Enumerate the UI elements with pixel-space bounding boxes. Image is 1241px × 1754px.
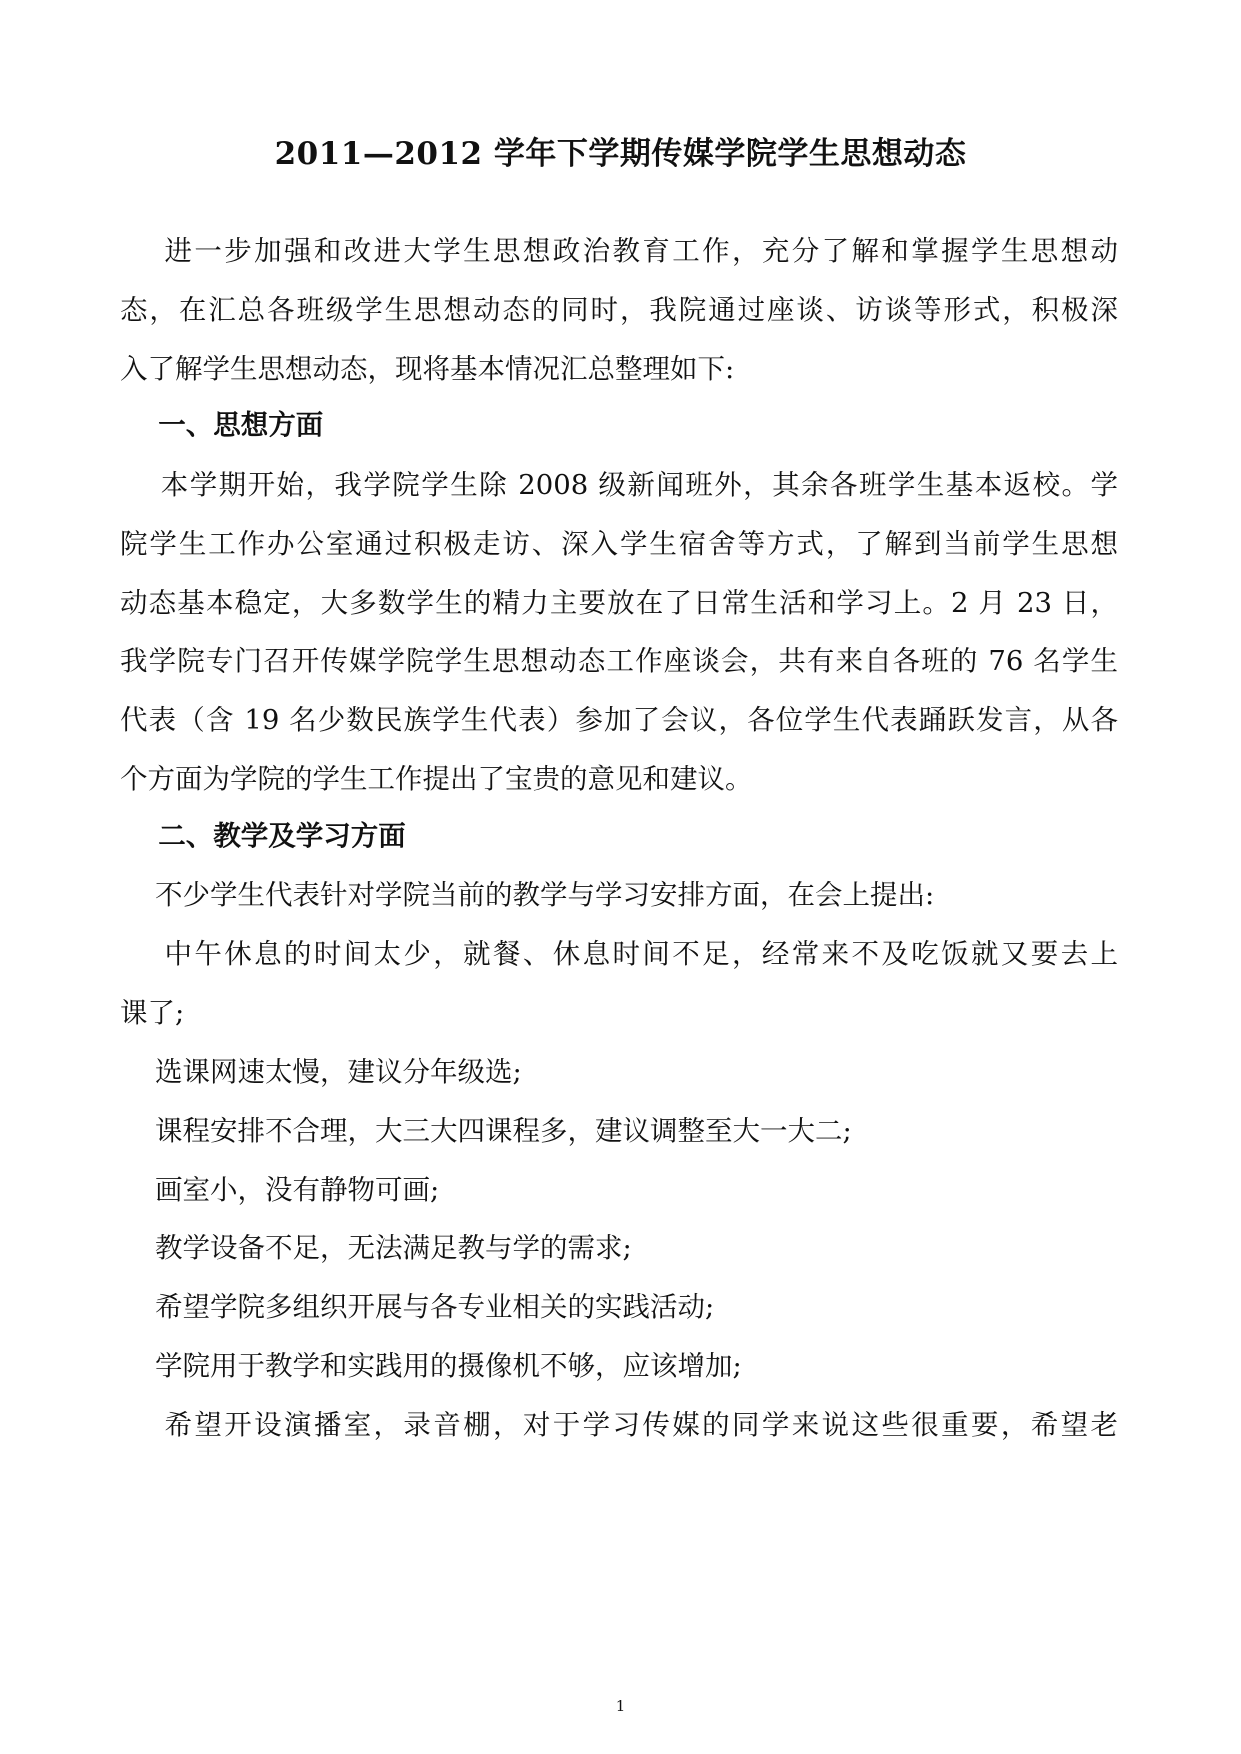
intro-line-2: 态，在汇总各班级学生思想动态的同时，我院通过座谈、访谈等形式，积极深 — [120, 294, 1118, 326]
section2-line-9: 学院用于教学和实践用的摄像机不够，应该增加; — [120, 1350, 742, 1382]
intro-line-3: 入了解学生思想动态，现将基本情况汇总整理如下: — [120, 353, 735, 385]
section2-line-8: 希望学院多组织开展与各专业相关的实践活动; — [120, 1291, 715, 1323]
section-heading-teaching: 二、教学及学习方面 — [120, 820, 406, 852]
intro-line-1: 进一步加强和改进大学生思想政治教育工作，充分了解和掌握学生思想动 — [120, 235, 1118, 267]
section2-line-10: 希望开设演播室，录音棚，对于学习传媒的同学来说这些很重要，希望老 — [120, 1409, 1118, 1441]
section1-line-4: 我学院专门召开传媒学院学生思想动态工作座谈会，共有来自各班的 76 名学生 — [120, 645, 1118, 677]
section-heading-thought: 一、思想方面 — [120, 409, 324, 441]
section1-line-5: 代表（含 19 名少数民族学生代表）参加了会议，各位学生代表踊跃发言，从各 — [120, 704, 1118, 736]
section2-line-1: 不少学生代表针对学院当前的教学与学习安排方面，在会上提出: — [120, 879, 935, 911]
section1-line-2: 院学生工作办公室通过积极走访、深入学生宿舍等方式，了解到当前学生思想 — [120, 528, 1118, 560]
section2-line-4: 选课网速太慢，建议分年级选; — [120, 1056, 522, 1088]
section2-line-5: 课程安排不合理，大三大四课程多，建议调整至大一大二; — [120, 1115, 852, 1147]
page-number: 1 — [615, 1697, 626, 1715]
section2-line-3: 课了; — [120, 997, 185, 1029]
section1-line-1: 本学期开始，我学院学生除 2008 级新闻班外，其余各班学生基本返校。学 — [120, 469, 1118, 501]
section2-line-7: 教学设备不足，无法满足教与学的需求; — [120, 1232, 632, 1264]
section2-line-2: 中午休息的时间太少，就餐、休息时间不足，经常来不及吃饭就又要去上 — [120, 938, 1118, 970]
document-title: 2011—2012 学年下学期传媒学院学生思想动态 — [274, 136, 967, 172]
section1-line-6: 个方面为学院的学生工作提出了宝贵的意见和建议。 — [120, 763, 753, 795]
section1-line-3: 动态基本稳定，大多数学生的精力主要放在了日常生活和学习上。2 月 23 日， — [120, 587, 1118, 619]
section2-line-6: 画室小，没有静物可画; — [120, 1174, 440, 1206]
